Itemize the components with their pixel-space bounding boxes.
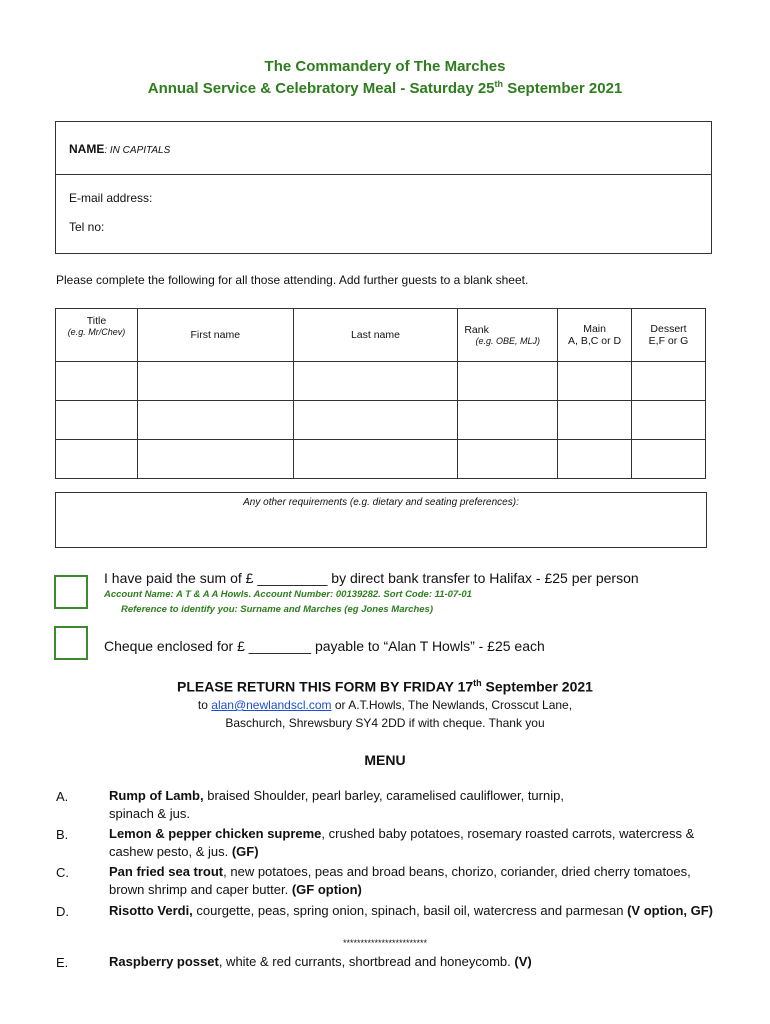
cell[interactable]: [458, 401, 558, 440]
form-title: The Commandery of The Marches: [264, 58, 506, 75]
table-row[interactable]: [56, 362, 706, 401]
menu-letter: E.: [56, 955, 69, 970]
form-subtitle: Annual Service & Celebratory Meal - Saturday 25th September 2021: [147, 79, 623, 97]
requirements-label: Any other requirements (e.g. dietary and seating preferences):: [243, 497, 519, 508]
cell[interactable]: [293, 440, 458, 479]
cell[interactable]: [558, 362, 632, 401]
contact-box: [55, 121, 712, 254]
cell[interactable]: [56, 401, 138, 440]
col-dessert: Dessert E,F or G: [632, 309, 706, 362]
attendees-table: [55, 308, 706, 479]
menu-letter: D.: [56, 904, 69, 919]
cell[interactable]: [137, 440, 293, 479]
cell[interactable]: [293, 401, 458, 440]
table-row[interactable]: [56, 440, 706, 479]
cell[interactable]: [632, 401, 706, 440]
menu-divider: ************************: [342, 938, 428, 948]
menu-item: Raspberry posset, white & red currants, shortbread and honeycomb. (V): [109, 954, 532, 969]
menu-letter: B.: [56, 827, 69, 842]
menu-letter: A.: [56, 789, 69, 804]
name-field[interactable]: NAME: IN CAPITALS: [69, 142, 171, 156]
menu-item: Rump of Lamb, braised Shoulder, pearl barley, caramelised cauliflower, turnip, spinach & jus.: [109, 788, 564, 821]
cell[interactable]: [632, 440, 706, 479]
return-address-line2: Baschurch, Shrewsbury SY4 2DD if with cheque. Thank you: [225, 716, 545, 730]
col-first-name: First name: [137, 309, 293, 362]
menu-letter: C.: [56, 865, 69, 880]
cell[interactable]: [632, 362, 706, 401]
col-main: Main A, B,C or D: [558, 309, 632, 362]
cell[interactable]: [458, 440, 558, 479]
contact-divider: [56, 174, 711, 175]
table-row[interactable]: [56, 401, 706, 440]
menu-heading: MENU: [364, 752, 406, 768]
col-rank: Rank (e.g. OBE, MLJ): [458, 309, 558, 362]
tel-field[interactable]: Tel no:: [69, 220, 105, 234]
cell[interactable]: [56, 440, 138, 479]
requirements-box[interactable]: [55, 492, 707, 548]
bank-transfer-text: I have paid the sum of £ _________ by direct bank transfer to Halifax - £25 per person: [104, 570, 639, 586]
cell[interactable]: [56, 362, 138, 401]
col-last-name: Last name: [293, 309, 458, 362]
table-header-row: [56, 309, 706, 362]
account-details: Account Name: A T & A A Howls. Account Number: 00139282. Sort Code: 11-07-01: [104, 589, 472, 600]
return-heading: PLEASE RETURN THIS FORM BY FRIDAY 17th September 2021: [177, 678, 593, 695]
cell[interactable]: [293, 362, 458, 401]
menu-item: Pan fried sea trout, new potatoes, peas and broad beans, chorizo, coriander, dried cherry tomatoes, brown shrimp and caper butter. (GF option): [109, 864, 691, 897]
instructions: Please complete the following for all those attending. Add further guests to a blank sheet.: [56, 273, 529, 287]
email-field[interactable]: E-mail address:: [69, 191, 153, 205]
bank-transfer-checkbox[interactable]: [54, 575, 88, 609]
menu-item: Risotto Verdi, courgette, peas, spring onion, spinach, basil oil, watercress and parmesan (V option, GF): [109, 903, 714, 918]
cell[interactable]: [137, 362, 293, 401]
cell[interactable]: [137, 401, 293, 440]
cell[interactable]: [558, 401, 632, 440]
col-title: Title (e.g. Mr/Chev): [56, 309, 138, 362]
cheque-text: Cheque enclosed for £ ________ payable to “Alan T Howls” - £25 each: [104, 638, 545, 654]
reference-details: Reference to identify you: Surname and Marches (eg Jones Marches): [121, 604, 434, 615]
return-address-line1: to alan@newlandscl.com or A.T.Howls, The Newlands, Crosscut Lane,: [197, 698, 573, 712]
cell[interactable]: [558, 440, 632, 479]
cell[interactable]: [458, 362, 558, 401]
email-link[interactable]: alan@newlandscl.com: [211, 698, 332, 712]
cheque-checkbox[interactable]: [54, 626, 88, 660]
menu-item: Lemon & pepper chicken supreme, crushed baby potatoes, rosemary roasted carrots, watercress & cashew pesto, & jus. (GF): [109, 826, 695, 859]
